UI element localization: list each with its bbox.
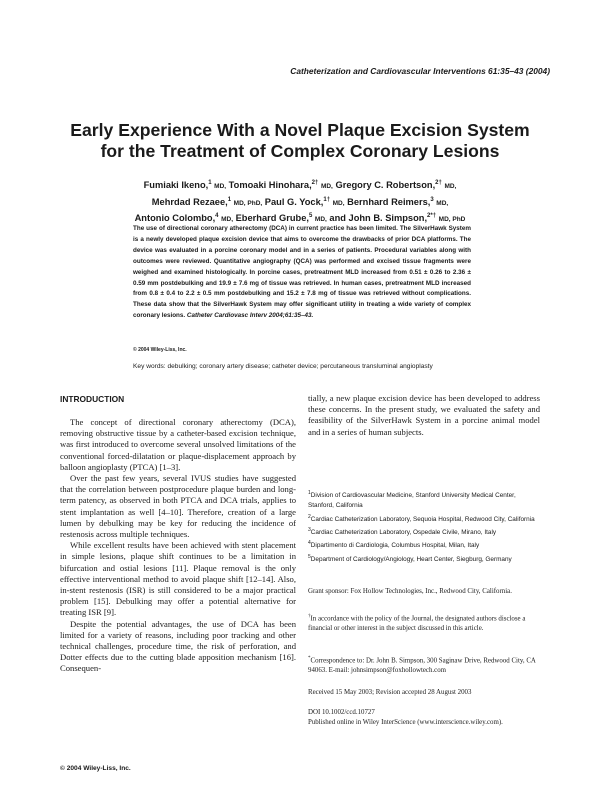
affiliation: $^4$Dipartimento di Cardiologia, Columbus Hospital, Milan, Italy [308,540,480,550]
author-degree: MD, [332,199,345,207]
correspondence-note: *Correspondence to: Dr. John B. Simpson, 300 Saginaw Drive, Redwood City, CA 94063. E-mail: johnsimpson@foxhollowtech.com [308,656,536,675]
paragraph: While excellent results have been achieved with stent placement in simple lesions, plaque shift continues to be a limitation in bifurcation and ostial lesions [11]. Plaque removal is the only effective interventional method to avoid plaque shift [12–14]. Also, in-stent restenosis (ISR) is still considered to be a major practical problem [15]. Debulking may offer a potential alternative for treating ISR [9]. [60,540,296,618]
journal-header [290,66,550,76]
author-name: Fumiaki Ikeno, [143,180,209,191]
author-name: Eberhard Grube, [235,213,309,224]
author-degree: MD, PhD [438,216,466,224]
body-column-right [308,393,540,438]
author-degree: MD, [221,216,234,224]
paragraph: The concept of directional coronary atherectomy (DCA), removing obstructive tissue by a catheter-based excision technique, was first introduced to overcome several unsolved limitations of the conventional forced-dilatation or plaque-displacement approach by balloon angioplasty (PTCA) [1–3]. [60,417,296,472]
author-affil: 1 [227,196,232,203]
keywords: Key words: debulking; coronary artery disease; catheter device; percutaneous transluminal angioplasty [133,363,433,370]
author-degree: MD, [320,183,333,191]
article-title [40,120,560,162]
section-heading: INTRODUCTION [60,394,125,404]
journal-citation: Catheterization and Cardiovascular Interventions 61:35–43 (2004) [290,66,550,76]
affiliation: $^3$Cardiac Catheterization Laboratory, Ospedale Civile, Mirano, Italy [308,526,497,536]
author-affil: 2† [311,180,319,186]
author-affil: 3 [430,196,434,203]
author-affil: 2† [435,180,442,186]
title-line-2: for the Treatment of Complex Coronary Lesions [100,141,500,161]
published-note: Published online in Wiley InterScience (www.interscience.wiley.com). [308,719,503,726]
paragraph: Over the past few years, several IVUS studies have suggested that the correlation between postprocedure plaque burden and long-term patency, as observed in both PTCA and DCA trials, applies to stent implantation as well [4–10]. Therefore, creation of a large lumen by debulking may be key for reducing the incidence of restenosis across multiple techniques. [60,473,296,540]
author-affil: 5 [308,213,313,220]
page-footer-copyright: © 2004 Wiley-Liss, Inc. [60,765,131,772]
author-name: Paul G. Yock, [264,196,324,207]
affiliation: $^2$Cardiac Catheterization Laboratory, Sequoia Hospital, Redwood City, California [308,513,535,523]
author-list [80,177,520,227]
abstract-copyright: © 2004 Wiley-Liss, Inc. [133,347,187,353]
author-line-2 [80,194,520,211]
author-name: Antonio Colombo, [134,213,216,224]
abstract-citation: Catheter Cardiovasc Interv 2004;61:35–43. [186,312,314,320]
author-degree: MD, [436,199,449,207]
author-name: Mehrdad Rezaee, [151,196,228,207]
author-degree: MD, PhD, [233,199,263,207]
affiliations [308,488,540,565]
author-affil: 1 [208,180,212,186]
author-degree: MD, [444,183,457,191]
affiliation: $^1$Division of Cardiovascular Medicine, Stanford University Medical Center, Stanford, California [308,490,516,510]
paragraph: Despite the potential advantages, the use of DCA has been limited for a variety of reasons, including poor tracking and other technical challenges, procedure time, the risk of perforation, and Dotter effects due to the cutting blade apposition mechanism [16]. Consequen- [60,618,296,674]
author-name: Bernhard Reimers, [347,196,431,207]
paragraph: tially, a new plaque excision device has been developed to address these concerns. In the present study, we evaluated the safety and feasibility of the SilverHawk System in a porcine animal model and in a series of human subjects. [308,393,540,437]
doi-note: DOI 10.1002/ccd.10727 [308,709,375,716]
grant-note: Grant sponsor: Fox Hollow Technologies, Inc., Redwood City, California. [308,588,512,595]
title-line-1: Early Experience With a Novel Plaque Excision System [70,120,530,140]
disclosure-note: †In accordance with the policy of the Journal, the designated authors disclose a financial or other interest in the subject discussed in this article. [308,614,526,633]
author-degree: MD, [314,216,327,224]
author-name: and John B. Simpson, [329,213,428,224]
author-affil: 4 [215,213,219,220]
author-name: Gregory C. Robertson, [335,180,436,191]
affiliation: $^5$Department of Cardiology/Angiology, Heart Center, Siegburg, Germany [308,553,512,563]
author-degree: MD, [214,183,227,191]
author-affil: 1† [323,196,331,203]
abstract-text: The use of directional coronary atherectomy (DCA) in current practice has been limited. The SilverHawk System is a newly developed plaque excision device that aims to overcome the drawbacks of prior DCA platforms. The device was evaluated in a porcine coronary model and in a series of patients. Procedural variables along with outcomes were reviewed. Quantitative angiography (QCA) was performed and excised tissue fragments were weighed and examined histologically. In porcine cases, pretreatment MLD increased from 0.51 ± 0.26 to 2.36 ± 0.59 mm postdebulking and 19.9 ± 7.6 mg of tissue was retrieved. In human cases, pretreatment MLD increased from 0.8 ± 0.4 to 2.2 ± 0.5 mm postdebulking and 15.2 ± 7.8 mg of tissue was retrieved without complications. These data show that the SilverHawk System may offer significant utility in treating a wide variety of complex coronary lesions. [133,225,471,320]
author-line-1 [80,177,520,194]
abstract [133,224,471,322]
author-name: Tomoaki Hinohara, [228,180,312,191]
received-note: Received 15 May 2003; Revision accepted 28 August 2003 [308,689,472,696]
body-column-left [60,417,296,675]
author-affil: 2*† [427,213,437,220]
